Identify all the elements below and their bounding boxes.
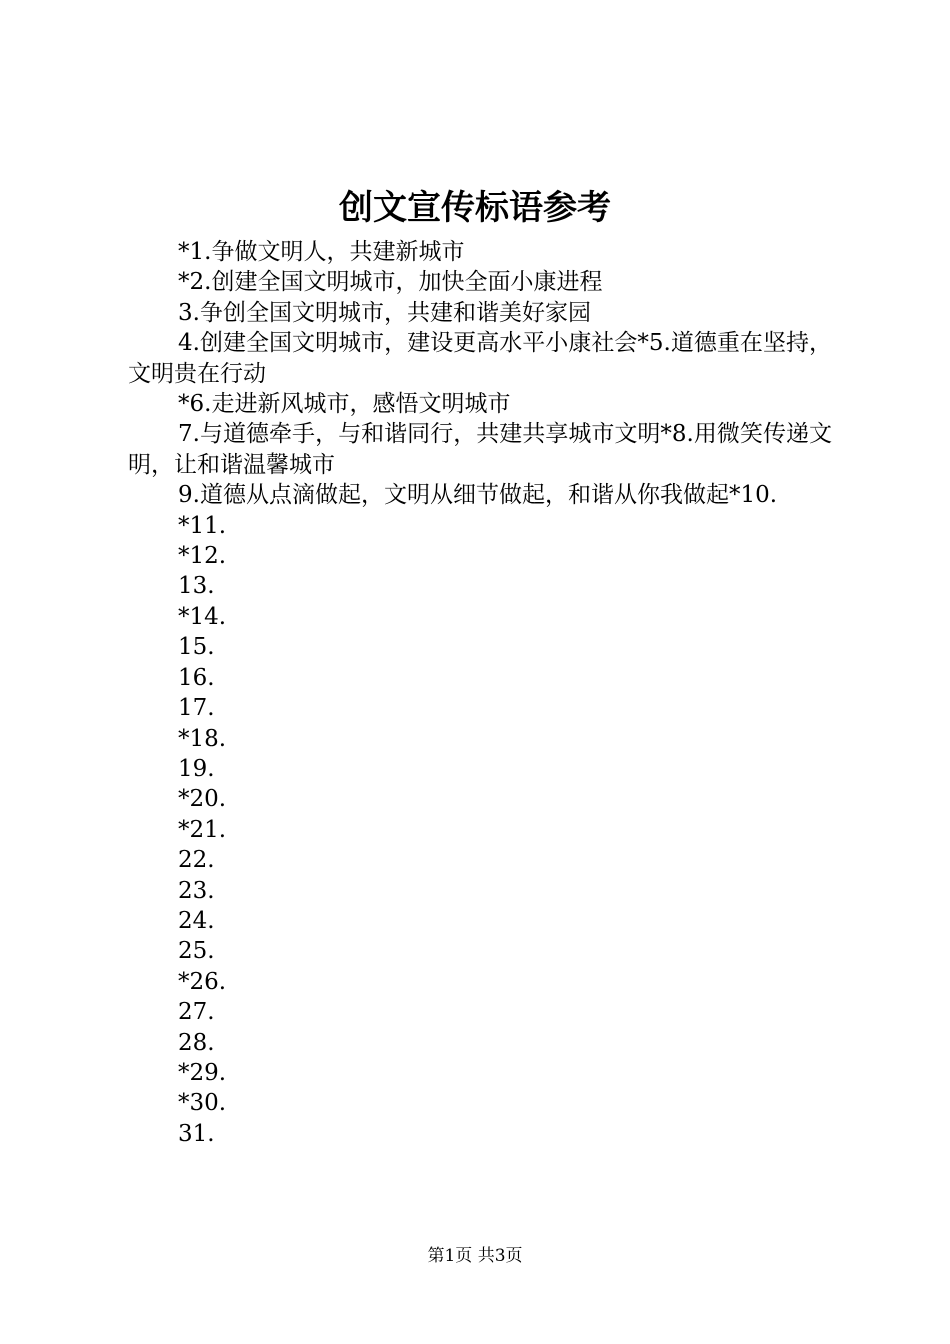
slogan-paragraph: *12. bbox=[178, 543, 227, 570]
slogan-paragraph: *18. bbox=[178, 725, 227, 752]
slogan-paragraph: *21. bbox=[178, 816, 227, 843]
slogan-paragraph: *26. bbox=[178, 968, 227, 995]
slogan-paragraph: 7.与道德牵手，与和谐同行，共建共享城市文明*8.用微笑传递文明，让和谐温馨城市 bbox=[128, 421, 832, 478]
document-body bbox=[128, 237, 832, 1149]
slogan-paragraph: 25. bbox=[178, 938, 215, 965]
document-title: 创文宣传标语参考 bbox=[339, 188, 611, 228]
slogan-paragraph: *29. bbox=[178, 1059, 227, 1086]
slogan-paragraph: *6.走进新风城市，感悟文明城市 bbox=[178, 391, 511, 418]
slogan-paragraph: 15. bbox=[178, 634, 215, 661]
slogan-paragraph: 17. bbox=[178, 695, 215, 722]
slogan-paragraph: 23. bbox=[178, 877, 215, 904]
slogan-paragraph: 16. bbox=[178, 664, 215, 691]
slogan-paragraph: 4.创建全国文明城市，建设更高水平小康社会*5.道德重在坚持，文明贵在行动 bbox=[128, 330, 832, 387]
slogan-paragraph: 24. bbox=[178, 907, 215, 934]
slogan-paragraph: *30. bbox=[178, 1090, 227, 1117]
slogan-paragraph: 28. bbox=[178, 1029, 215, 1056]
slogan-paragraph: 31. bbox=[178, 1120, 215, 1147]
slogan-paragraph: *14. bbox=[178, 603, 227, 630]
slogan-paragraph: 22. bbox=[178, 847, 215, 874]
slogan-paragraph: 19. bbox=[178, 755, 215, 782]
slogan-paragraph: 9.道德从点滴做起，文明从细节做起，和谐从你我做起*10. bbox=[178, 482, 778, 509]
page-footer: 第1页 共3页 bbox=[427, 1246, 523, 1266]
slogan-paragraph: 3.争创全国文明城市，共建和谐美好家园 bbox=[178, 299, 591, 326]
slogan-paragraph: *2.创建全国文明城市，加快全面小康进程 bbox=[178, 269, 603, 296]
slogan-paragraph: *20. bbox=[178, 786, 227, 813]
slogan-paragraph: *1.争做文明人，共建新城市 bbox=[178, 239, 465, 265]
slogan-paragraph: 27. bbox=[178, 999, 215, 1026]
slogan-paragraph: 13. bbox=[178, 573, 215, 600]
slogan-paragraph: *11. bbox=[178, 512, 227, 539]
